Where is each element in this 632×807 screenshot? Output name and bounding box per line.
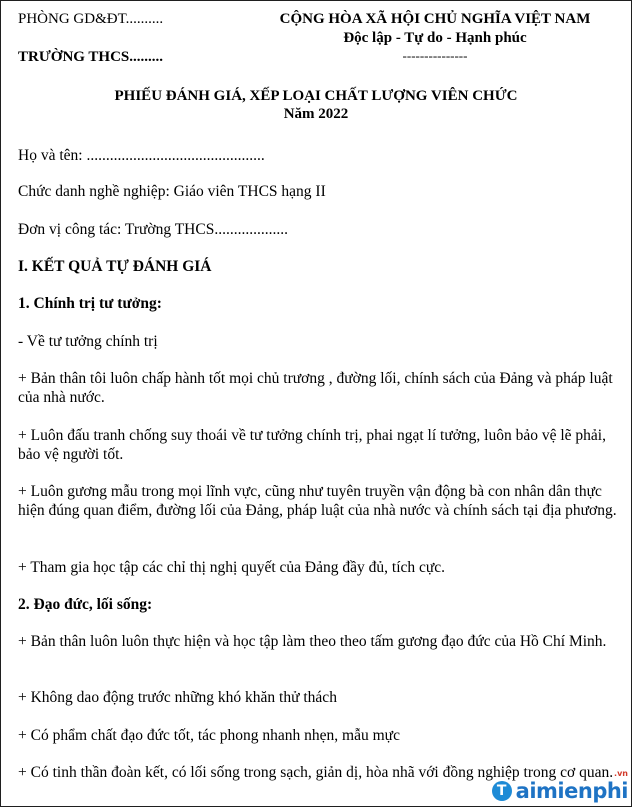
- paragraph: + Tham gia học tập các chỉ thị nghị quyết của Đảng đầy đủ, tích cực.: [18, 559, 446, 576]
- paragraph: + Có phẩm chất đạo đức tốt, tác phong nhanh nhẹn, mẫu mực: [18, 727, 400, 744]
- header-right: [240, 10, 630, 65]
- subsection-heading-1: 1. Chính trị tư tưởng:: [18, 295, 162, 312]
- section-heading: I. KẾT QUẢ TỰ ĐÁNH GIÁ: [18, 258, 212, 275]
- paragraph: + Có tinh thần đoàn kết, có lối sống trong sạch, giản dị, hòa nhã với đồng nghiệp trong cơ quan.: [18, 764, 614, 781]
- watermark-logo: [492, 779, 628, 803]
- department-line: PHÒNG GD&ĐT..........: [18, 11, 164, 27]
- document-title: PHIẾU ĐÁNH GIÁ, XẾP LOẠI CHẤT LƯỢNG VIÊN CHỨC: [114, 88, 518, 104]
- paragraph: + Luôn gương mẫu trong mọi lĩnh vực, cũng như tuyên truyền vận động bà con nhân dân thực hiện đúng quan điểm, đường lối của Đảng, pháp luật của nhà nước và chính sách tại địa phương.: [18, 483, 617, 519]
- logo-icon: T: [492, 781, 512, 801]
- document-year: [0, 106, 632, 123]
- header-left: [18, 10, 163, 67]
- paragraph: + Bản thân tôi luôn chấp hành tốt mọi chủ trương , đường lối, chính sách của Đảng và pháp luật của nhà nước.: [18, 370, 613, 406]
- national-title: CỘNG HÒA XÃ HỘI CHỦ NGHĨA VIỆT NAM: [279, 11, 591, 27]
- national-motto: Độc lập - Tự do - Hạnh phúc: [343, 30, 527, 46]
- paragraph: + Không dao động trước những khó khăn thử thách: [18, 689, 337, 706]
- school-line: TRƯỜNG THCS.........: [18, 49, 164, 65]
- header-divider: ---------------: [402, 48, 468, 63]
- year-text: Năm 2022: [283, 106, 349, 122]
- subsection-heading-2: 2. Đạo đức, lối sống:: [18, 596, 153, 613]
- job-title-field: Chức danh nghề nghiệp: Giáo viên THCS hạng II: [18, 183, 326, 200]
- name-field: Họ và tên: ..............................................: [18, 147, 265, 164]
- unit-field: Đơn vị công tác: Trường THCS...................: [18, 221, 288, 238]
- watermark-suffix: .vn: [614, 769, 628, 778]
- paragraph: + Luôn đấu tranh chống suy thoái về tư tưởng chính trị, phai ngạt lí tưởng, luôn bảo vệ lẽ phải, bảo vệ người tốt.: [18, 427, 606, 463]
- logo-text: aimienphi: [515, 779, 628, 803]
- paragraph: + Bản thân luôn luôn thực hiện và học tập làm theo theo tấm gương đạo đức của Hồ Chí Minh.: [18, 633, 607, 650]
- paragraph: - Về tư tưởng chính trị: [18, 333, 158, 350]
